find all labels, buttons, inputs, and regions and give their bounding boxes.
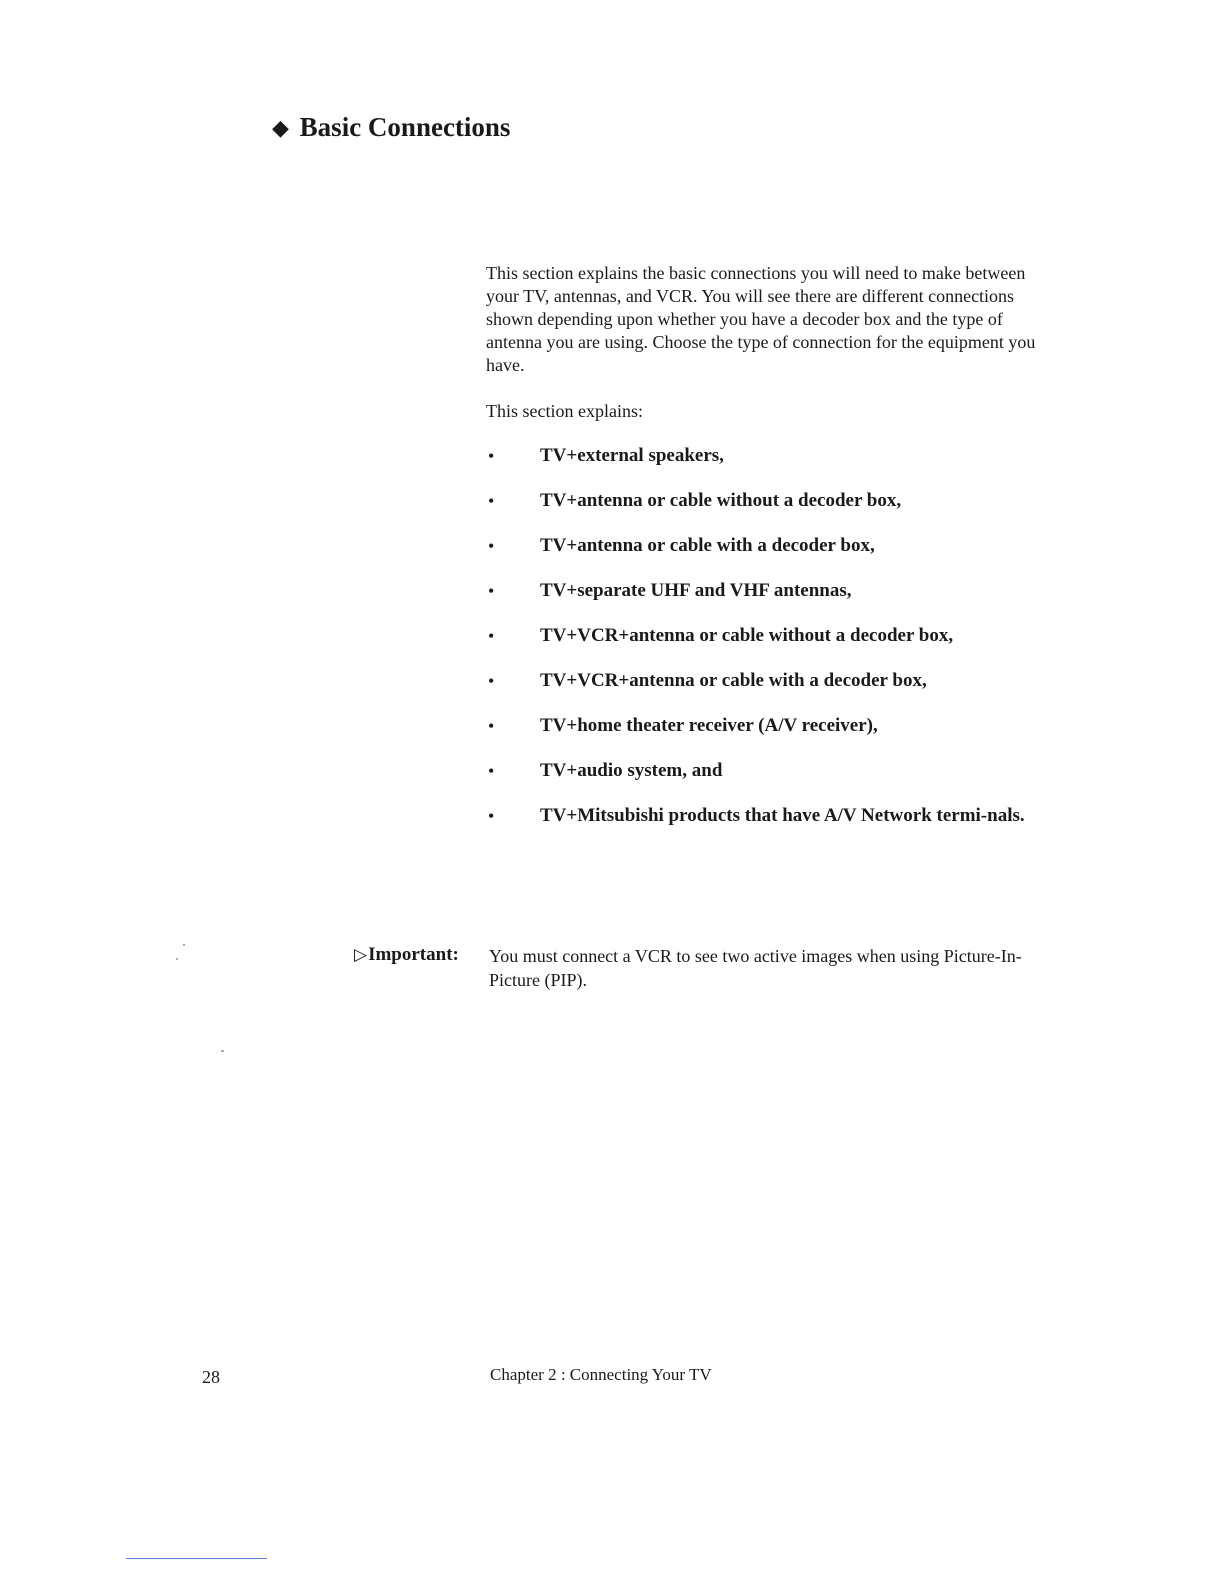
bullet-icon: • — [488, 761, 495, 781]
list-lead-text: This section explains: — [486, 401, 643, 421]
scan-speck — [176, 958, 178, 960]
list-item-text: TV+home theater receiver (A/V receiver), — [540, 715, 878, 736]
list-item — [486, 624, 1076, 648]
bullet-icon: • — [488, 581, 495, 601]
list-item — [486, 579, 1076, 603]
list-item — [486, 714, 1076, 738]
bottom-rule — [126, 1558, 267, 1559]
important-label-text: Important: — [368, 944, 459, 965]
page-number: 28 — [202, 1367, 220, 1387]
list-item-text: TV+antenna or cable without a decoder box, — [540, 490, 902, 511]
scan-speck — [183, 944, 185, 946]
list-item-text: TV+antenna or cable with a decoder box, — [540, 535, 875, 556]
section-heading — [272, 112, 510, 143]
list-item — [486, 444, 1076, 468]
list-item — [486, 534, 1076, 558]
connection-topics-list — [486, 444, 1076, 849]
chapter-footer: Chapter 2 : Connecting Your TV — [490, 1365, 712, 1384]
bullet-icon: • — [488, 536, 495, 556]
section-title: Basic Connections — [299, 112, 511, 142]
bullet-icon: • — [488, 716, 495, 736]
bullet-icon: • — [488, 671, 495, 691]
intro-paragraph: This section explains the basic connections you will need to make between your TV, antennas, and VCR. You will see there are different connections shown depending upon whether you have a decoder box and the type of antenna you are using. Choose the type of connection for the equipment you have. — [486, 263, 1036, 375]
bullet-icon: • — [488, 491, 495, 511]
list-item — [486, 759, 1076, 783]
list-item — [486, 669, 1076, 693]
diamond-bullet-icon: ◆ — [272, 115, 289, 140]
list-item-text: TV+external speakers, — [540, 445, 724, 466]
bullet-icon: • — [488, 806, 495, 826]
important-label — [354, 944, 459, 966]
list-item-text: TV+VCR+antenna or cable with a decoder box, — [540, 670, 927, 691]
list-item-text: TV+VCR+antenna or cable without a decoder box, — [540, 625, 954, 646]
list-item-text: TV+separate UHF and VHF antennas, — [540, 580, 852, 601]
list-item-text: TV+Mitsubishi products that have A/V Network termi-nals. — [540, 805, 1025, 826]
list-item — [486, 489, 1076, 513]
scan-speck — [221, 1050, 224, 1052]
important-note: You must connect a VCR to see two active images when using Picture-In-Picture (PIP). — [489, 946, 1022, 990]
bullet-icon: • — [488, 626, 495, 646]
list-item-text: TV+audio system, and — [540, 760, 723, 781]
triangle-arrow-icon: ▷ — [354, 945, 368, 964]
bullet-icon: • — [488, 446, 495, 466]
list-item — [486, 804, 1076, 828]
